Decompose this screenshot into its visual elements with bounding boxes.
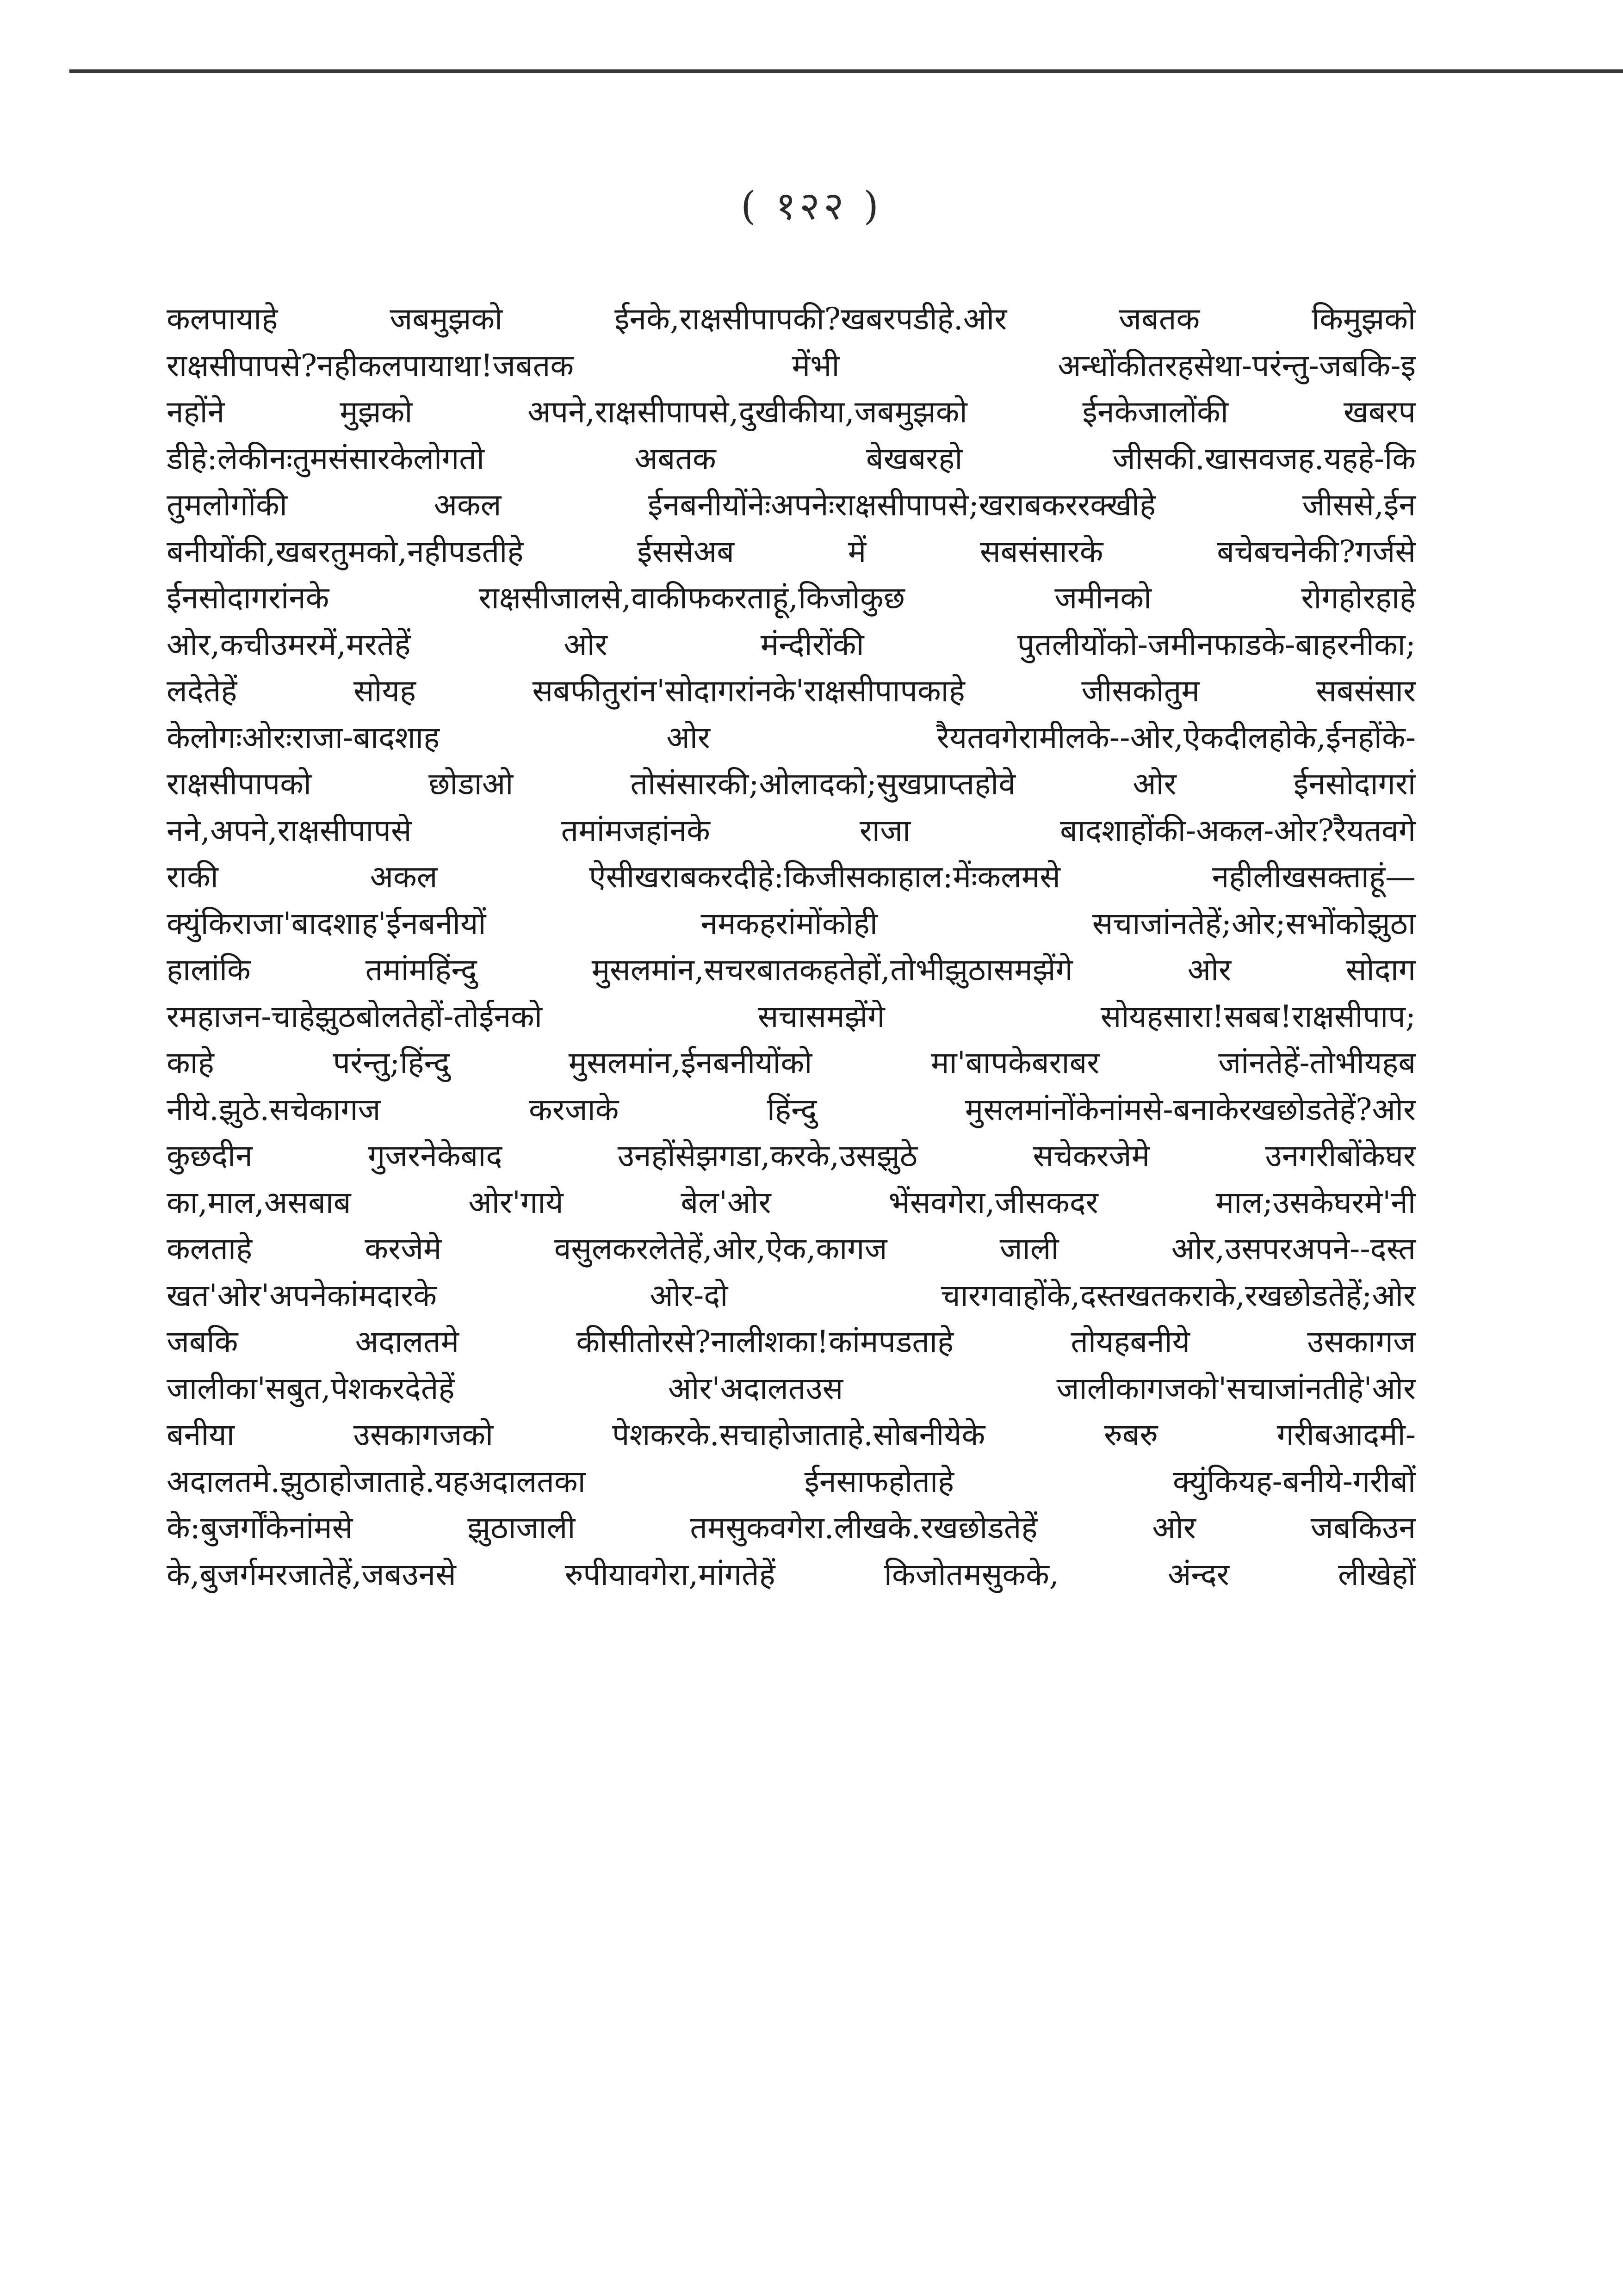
text-line: जबकि अदालतमे कीसीतोरसे?नालीशका!कांमपडताहे तोयहबनीये उसकागज (167, 1324, 1416, 1360)
text-line: का,माल,असबाब ओर'गाये बेल'ओर भेंसवगेरा,जीसकदर माल;उसकेघरमे'नी (167, 1184, 1416, 1220)
text-line: अदालतमे.झुठाहोजाताहे.यहअदालतका ईनसाफहोताहे क्युंकियह-बनीये-गरीबों (167, 1463, 1416, 1499)
text-line: के:बुजर्गोंकेनांमसे झुठाजाली तमसुकवगेरा.लीखके.रखछोडतेहें ओर जबकिउन (167, 1510, 1416, 1546)
text-line: कुछदीन गुजरनेकेबाद उनहोंसेझगडा,करके,उसझुठे सचेकरजेमे उनगरीबोंकेघर (167, 1138, 1416, 1174)
text-line: कलताहे करजेमे वसुलकरलेतेहें,ओर,ऐक,कागज जाली ओर,उसपरअपने--दस्त (167, 1231, 1416, 1267)
text-line: रमहाजन-चाहेझुठबोलतेहों-तोईनको सचासमझेंगे सोयहसारा!सबब!राक्षसीपाप; (167, 998, 1416, 1034)
text-line: खत'ओर'अपनेकांमदारके ओर-दो चारगवाहोंके,दस्तखतकराके,रखछोडतेहें;ओर (167, 1277, 1416, 1313)
text-line: नहोंने मुझको अपने,राक्षसीपापसे,दुखीकीया,जबमुझको ईनकेजालोंकी खबरप (167, 394, 1416, 430)
page-number: ( १२२ ) (741, 183, 882, 229)
text-line: ओर,कचीउमरमें,मरतेहें ओर मंन्दीरोंकी पुतलीयोंको-जमीनफाडके-बाहरनीका; (167, 626, 1416, 662)
text-line: राक्षसीपापको छोडाओ तोसंसारकी;ओलादको;सुखप्राप्तहोवे ओर ईनसोदागरां (167, 766, 1416, 802)
top-rule (69, 69, 1623, 73)
text-line: क्युंकिराजा'बादशाह'ईनबनीयों नमकहरांमोंकोही सचाजांनतेहें;ओर;सभोंकोझुठा (167, 905, 1416, 941)
text-line: ईनसोदागरांनके राक्षसीजालसे,वाकीफकरताहूं,किजोकुछ जमीनको रोगहोरहाहे (167, 580, 1416, 616)
text-line: तुमलोगोंकी अकल ईनबनीयोंनेःअपनेःराक्षसीपापसे;खराबकररक्खीहे जीससे,ईन (167, 487, 1416, 523)
body-text (167, 296, 1416, 1598)
text-line: नने,अपने,राक्षसीपापसे तमांमजहांनके राजा बादशाहोंकी-अकल-ओर?रैयतवगे (167, 812, 1416, 848)
text-line: हालांकि तमांमहिंन्दु मुसलमांन,सचरबातकहतेहों,तोभीझुठासमझेंगे ओर सोदाग (167, 952, 1416, 988)
text-line: केलोगःओरःराजा-बादशाह ओर रैयतवगेरामीलके--ओर,ऐकदीलहोके,ईनहोंके- (167, 719, 1416, 755)
text-line: डीहे:लेकीनःतुमसंसारकेलोगतो अबतक बेखबरहो जीसकी.खासवजह.यहहे-कि (167, 440, 1416, 477)
text-line: कलपायाहे जबमुझको ईनके,राक्षसीपापकी?खबरपडीहे.ओर जबतक किमुझको (167, 301, 1416, 337)
text-line: राक्षसीपापसे?नहीकलपायाथा!जबतक मेंभी अन्धोंकीतरहसेथा-परंन्तु-जबकि-इ (167, 347, 1416, 384)
text-line: काहे परंन्तु;हिंन्दु मुसलमांन,ईनबनीयोंको मा'बापकेबराबर जांनतेहें-तोभीयहब (167, 1045, 1416, 1081)
text-line: बनीयोंकी,खबरतुमको,नहीपडतीहे ईससेअब में सबसंसारके बचेबचनेकी?गर्जसे (167, 533, 1416, 569)
text-line: नीये.झुठे.सचेकागज करजाके हिंन्दु मुसलमांनोंकेनांमसे-बनाकेरखछोडतेहें?ओर (167, 1091, 1416, 1127)
text-line: के,बुजर्गमरजातेहें,जबउनसे रुपीयावगेरा,मांगतेहें किजोतमसुकके, अंन्दर लीखेहों (167, 1556, 1416, 1592)
text-line: बनीया उसकागजको पेशकरके.सचाहोजाताहे.सोबनीयेके रुबरु गरीबआदमी- (167, 1417, 1416, 1453)
text-line: जालीका'सबुत,पेशकरदेतेहें ओर'अदालतउस जालीकागजको'सचाजांनतीहे'ओर (167, 1370, 1416, 1406)
text-line: लदेतेहें सोयह सबफीतुरांन'सोदागरांनके'राक्षसीपापकाहे जीसकोतुम सबसंसार (167, 673, 1416, 709)
text-line: राकी अकल ऐसीखराबकरदीहे:किजीसकाहाल:मेंःकलमसे नहीलीखसक्ताहूं— (167, 859, 1416, 895)
